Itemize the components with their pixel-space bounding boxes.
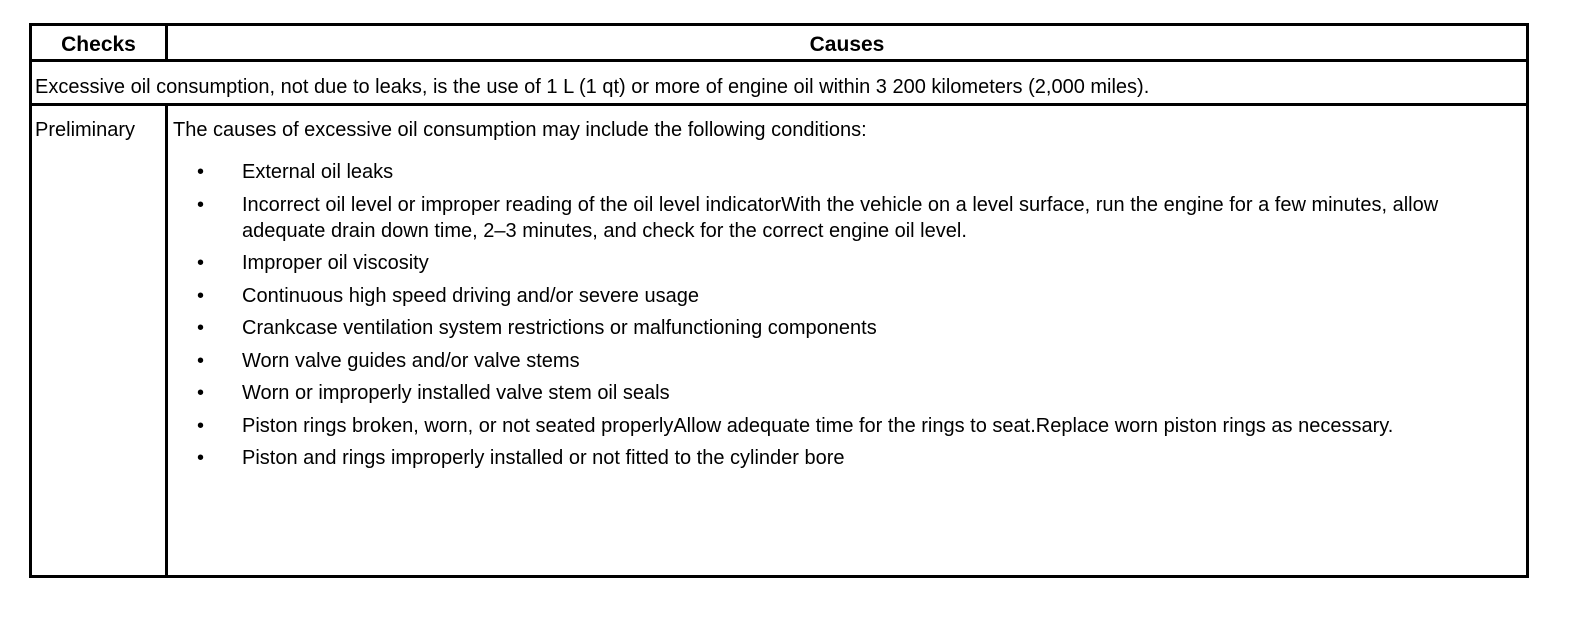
bullet-icon: •	[197, 161, 205, 183]
list-item	[178, 192, 1478, 244]
bullet-icon: •	[197, 382, 205, 404]
bullet-icon: •	[197, 252, 205, 274]
list-item-text: Piston rings broken, worn, or not seated properlyAllow adequate time for the rings to seat.Replace worn piston rings as necessary.	[242, 414, 1394, 437]
list-item	[178, 348, 1478, 374]
list-item-text: External oil leaks	[242, 161, 394, 183]
list-item	[178, 250, 1478, 276]
list-item-text: Improper oil viscosity	[242, 252, 429, 274]
definition-text: Excessive oil consumption, not due to leaks, is the use of 1 L (1 qt) or more of engine oil within 3 200 kilometers (2,000 miles).	[35, 76, 1150, 98]
list-item	[178, 413, 1478, 439]
list-item-text: Worn valve guides and/or valve stems	[242, 349, 580, 372]
causes-intro: The causes of excessive oil consumption may include the following conditions:	[173, 119, 867, 141]
list-item	[178, 445, 1478, 471]
body-column-divider	[165, 106, 168, 575]
definition-divider	[32, 103, 1526, 106]
list-item	[178, 380, 1478, 406]
bullet-icon: •	[197, 349, 205, 372]
list-item	[178, 315, 1478, 341]
header-causes: Causes	[809, 33, 885, 56]
causes-list	[178, 159, 1478, 478]
list-item-text: Crankcase ventilation system restrictions or malfunctioning components	[242, 317, 877, 339]
header-divider	[32, 59, 1526, 62]
list-item	[178, 159, 1478, 185]
list-item-text: Incorrect oil level or improper reading of the oil level indicatorWith the vehicle on a level surface, run the engine for a few minutes, allow adequate drain down time, 2–3 minutes, and check for the correct engine oil level.	[242, 193, 1439, 242]
list-item-text: Continuous high speed driving and/or severe usage	[242, 284, 699, 307]
bullet-icon: •	[197, 414, 205, 437]
header-checks: Checks	[61, 33, 136, 56]
bullet-icon: •	[197, 447, 205, 469]
list-item-text: Worn or improperly installed valve stem oil seals	[242, 382, 670, 404]
bullet-icon: •	[197, 284, 205, 307]
bullet-icon: •	[197, 193, 205, 216]
list-item	[178, 283, 1478, 309]
bullet-icon: •	[197, 317, 205, 339]
check-preliminary: Preliminary	[35, 119, 136, 141]
list-item-text: Piston and rings improperly installed or not fitted to the cylinder bore	[242, 447, 845, 469]
